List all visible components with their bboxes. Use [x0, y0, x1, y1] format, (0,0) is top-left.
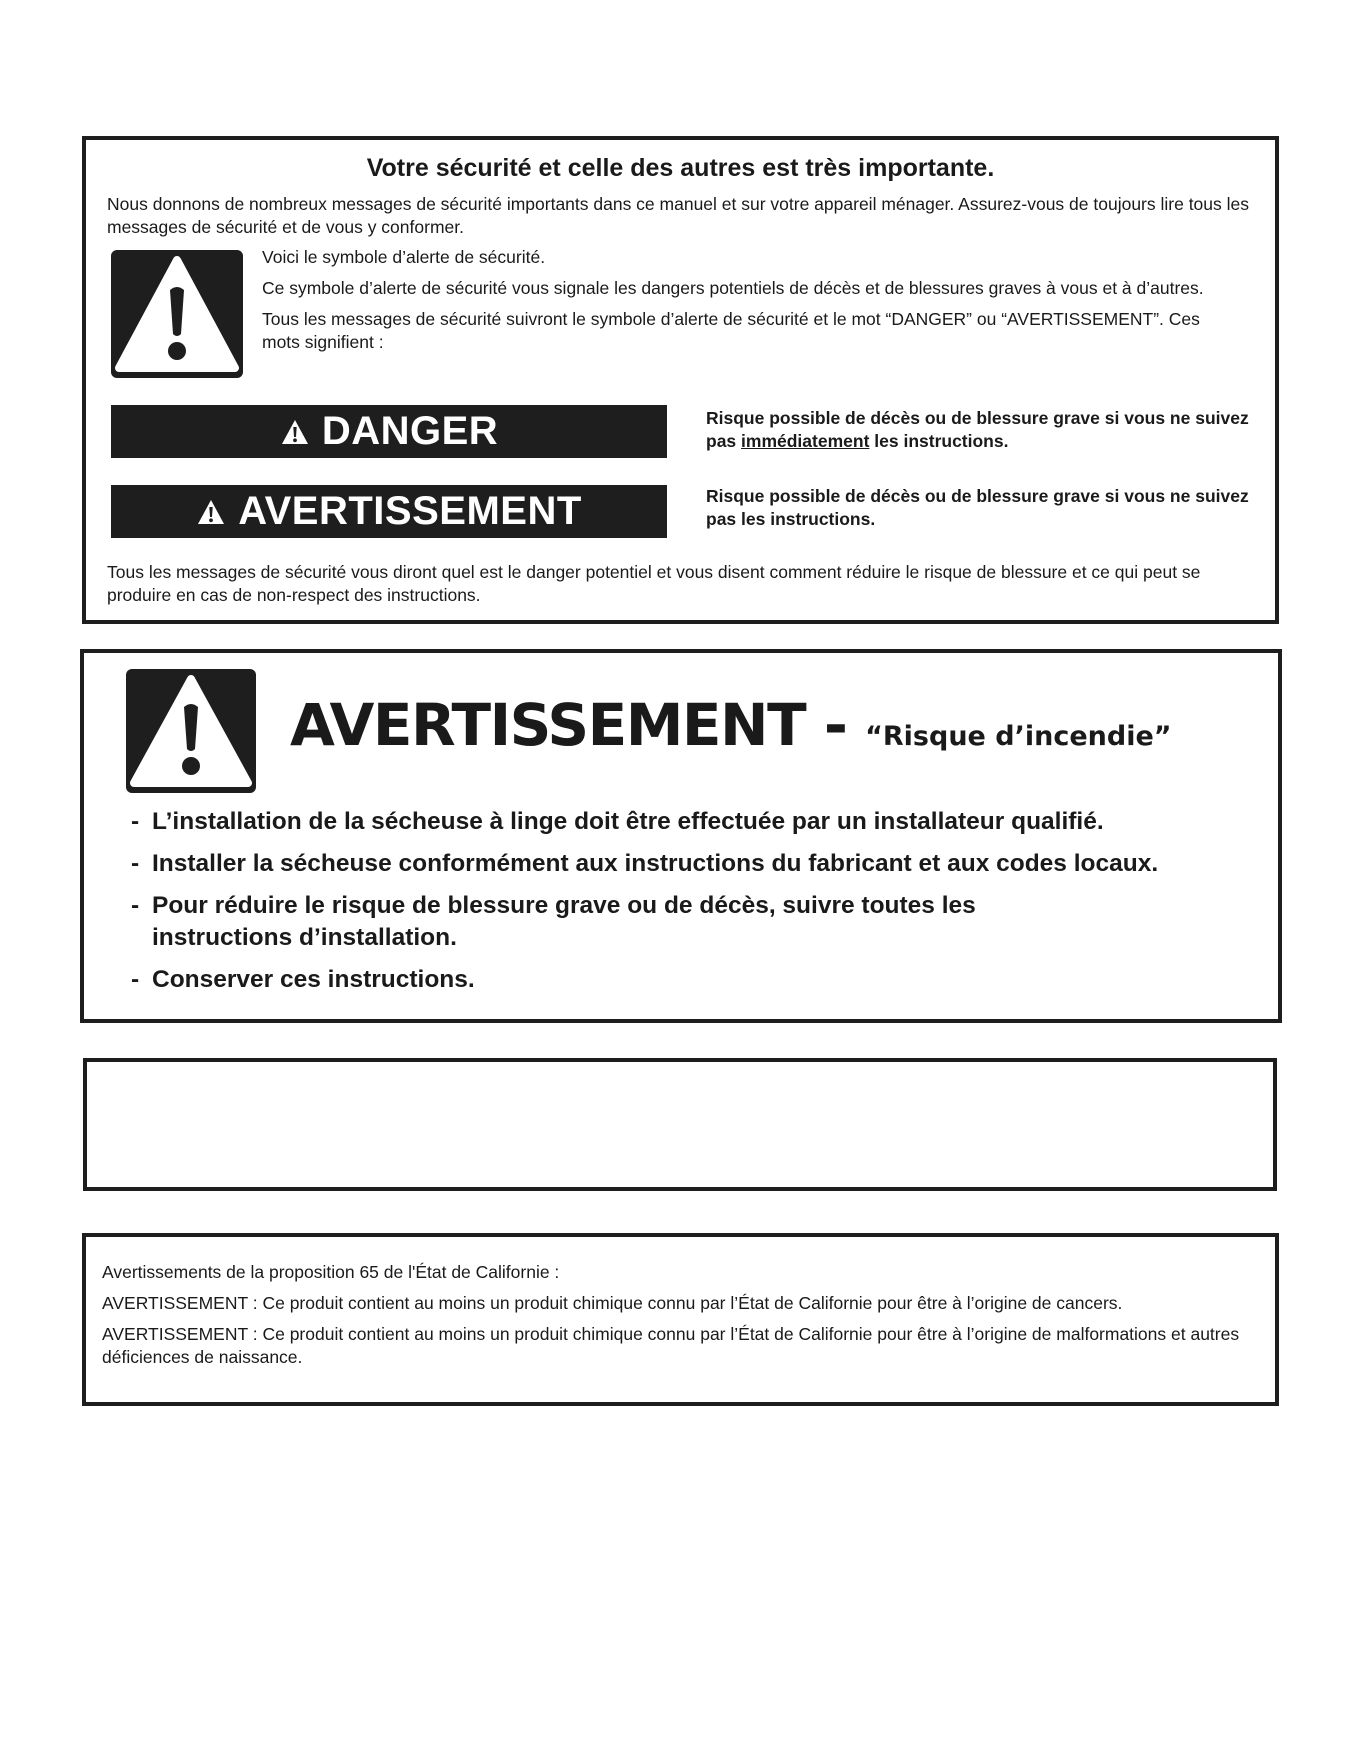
fire-title-separator: - [805, 691, 866, 759]
california-prop65-box [82, 1233, 1279, 1406]
prop65-birth-warning: AVERTISSEMENT : Ce produit contient au moins un produit chimique connu par l’État de Californie pour être à l’origine de malformations et autres déficiences de naissance. [102, 1324, 1240, 1367]
fire-warning-subtitle: “Risque d’incendie” [865, 721, 1172, 752]
prop65-heading: Avertissements de la proposition 65 de l'État de Californie : [102, 1262, 560, 1282]
danger-signal-bar [111, 405, 667, 458]
danger-description [706, 407, 1266, 453]
safety-title: Votre sécurité et celle des autres est très importante. [366, 154, 995, 182]
danger-desc-end: les instructions. [869, 431, 1009, 451]
warning-small-icon [280, 418, 310, 446]
danger-desc-text: Risque possible de décès ou de blessure grave si vous ne suivez pas [706, 408, 1249, 451]
alert-symbol-line: Voici le symbole d’alerte de sécurité. [262, 247, 546, 267]
list-item: - Installer la sécheuse conformément aux instructions du fabricant et aux codes locaux. [131, 850, 1159, 877]
list-item: - L’installation de la sécheuse à linge doit être effectuée par un installateur qualifié. [131, 808, 1104, 835]
alert-signal-words: Tous les messages de sécurité suivront le symbole d’alerte de sécurité et le mot “DANGER” ou “AVERTISSEMENT”. Ces mots signifient : [262, 309, 1200, 352]
alert-symbol-explanation [262, 246, 1222, 362]
safety-message-box [82, 136, 1279, 624]
prop65-cancer-warning: AVERTISSEMENT : Ce produit contient au moins un produit chimique connu par l’État de Californie pour être à l’origine de cancers. [102, 1293, 1123, 1313]
prop65-text [102, 1261, 1262, 1377]
warning-triangle-icon [111, 250, 243, 378]
alert-symbol-meaning: Ce symbole d’alerte de sécurité vous signale les dangers potentiels de décès et de blessures graves à vous et à d’autres. [262, 278, 1204, 298]
safety-intro: Nous donnons de nombreux messages de sécurité importants dans ce manuel et sur votre appareil ménager. Assurez-vous de toujours lire tous les messages de sécurité et de vous y conformer. [107, 194, 1250, 237]
warning-label: AVERTISSEMENT [238, 489, 582, 533]
danger-label: DANGER [321, 409, 499, 453]
fire-warning-box [80, 649, 1282, 1023]
list-item: - Conserver ces instructions. [131, 966, 475, 993]
fire-warning-word: AVERTISSEMENT [290, 691, 806, 759]
fire-warning-title [290, 691, 1172, 759]
warning-small-icon [196, 498, 226, 526]
safety-outro: Tous les messages de sécurité vous diront quel est le danger potentiel et vous disent comment réduire le risque de blessure et ce qui peut se produire en cas de non-respect des instructions. [107, 562, 1201, 605]
warning-triangle-icon [126, 669, 256, 793]
fire-warning-list [131, 806, 1271, 1006]
warning-description: Risque possible de décès ou de blessure grave si vous ne suivez pas les instructions. [706, 486, 1249, 529]
warning-signal-bar [111, 485, 667, 538]
list-item: - Pour réduire le risque de blessure grave ou de décès, suivre toutes les instructions d’installation. [131, 892, 976, 951]
danger-desc-emphasis: immédiatement [741, 431, 870, 451]
empty-box [83, 1058, 1277, 1191]
